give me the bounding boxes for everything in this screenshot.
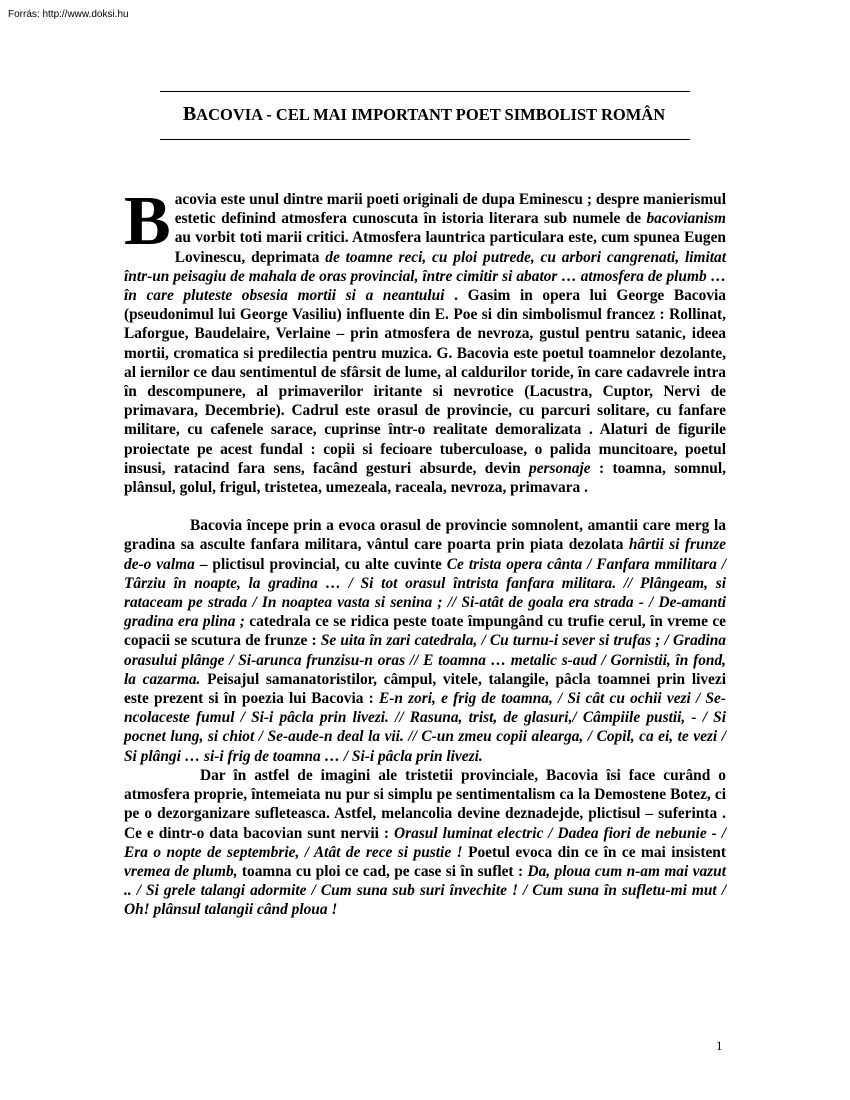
italic-run: Da, ploua cum n-am mai vazut .. / Si grele talangi adormite / Cum suna sub suri învechite ! / Cum suna în sufletu-mi mut / Oh! plânsul talangii când ploua ! [124,862,727,919]
text-run: Peisajul samanatoristilor, câmpul, vitele, talangile, pâcla toamnei prin livezi este prezent si în poezia lui Bacovia : [124,670,726,708]
italic-run: de toamne reci, cu ploi putrede, cu arbori cangrenati, limitat într-un peisagiu de mahala de oras provincial, între cimitir si abator … atmosfera de plumb … în care pluteste obsesia mortii si a neantului [124,248,727,305]
italic-run: bacovianism [646,210,726,228]
text-run: toamna cu ploi ce cad, pe case si în suflet : [237,862,528,880]
title-rule-top [160,91,690,92]
italic-run: Orasul luminat electric / Dadea fiori de nebunie - / Era o nopte de septembrie, / Atât de rece si pustie ! [124,824,726,861]
page-number: 1 [716,1038,723,1053]
text-run: : toamna, somnul, plânsul, golul, frigul, tristetea, umezeala, raceala, nevroza, primavara . [124,459,726,497]
source-label: Forrás: http://www.doksi.hu [8,9,129,20]
italic-run: Se uita în zari catedrala, / Cu turnu-i sever si trufas ; / Gradina orasului plânge / Si-arunca frunzisu-n oras // E toamna … metalic s-aud / Gornistii, în fond, la cazarma. [124,632,726,688]
italic-run: hârtii si frunze de-o valma [124,536,726,573]
paragraph-1 [124,183,727,497]
title-text: ACOVIA - CEL MAI IMPORTANT POET SIMBOLIST ROMÂN [196,105,666,124]
text-run: Poetul evoca din ce în ce mai insistent [462,843,726,861]
italic-run: vremea de plumb, [124,862,238,880]
drop-cap: B [124,183,171,260]
italic-run: E-n zori, e frig de toamna, / Si cât cu ochii vezi / Se-ncolaceste fumul / Si-i pâcla prin livezi. // Rasuna, trist, de glasuri,/ Câmpiile pustii, - / Si pocnet lung, si chiot / Se-aude-n deal la vii. // C-un zmeu copii alearga, / Copil, ca ei, te vezi / Si plângi … si-i frig de toamna … / Si-i pâcla prin livezi. [124,690,726,765]
text-run: au vorbit toti marii critici. Atmosfera launtrica particulara este, cum spunea Eugen Lovinescu, deprimata [174,229,726,266]
title-rule-bottom [160,139,690,140]
paragraph-2 [124,516,726,766]
text-run: Bacovia începe prin a evoca orasul de provincie somnolent, amantii care merg la gradina sa asculte fanfara militara, vântul care poarta prin piata dezolata [124,517,726,554]
document-title [124,103,724,126]
text-run: . Gasim in opera lui George Bacovia (pseudonimul lui George Vasiliu) influente din E. Poe si din simbolismul francez : Rollinat, Laforgue, Baudelaire, Verlaine – prin atmosfera de nevroza, gustul pentru satanic, ideea mortii, cromatica si predilectia pentru muzica. G. Bacovia este poetul toamnelor dezolante, al iernilor ce dau sentimentul de sfârsit de lume, al caldurilor toride, în care cadavrele intra în descompunere, al primaverilor iritante si nevrotice (Lacustra, Cuptor, Nervi de primavara, Decembrie). Cadrul este orasul de provincie, cu parcuri solitare, cu fanfare militare, cu cafenele sarace, cuprinse într-o realitate demoralizata . Alaturi de figurile proiectate pe acest fundal : copii si fecioare tuberculoase, o palida muncitoare, poetul insusi, ratacind fara sens, facând gesturi absurde, devin [124,287,727,477]
title-initial: B [182,103,197,125]
text-run: catedrala ce se ridica peste toate împungând cu trufie cerul, în vreme ce copacii se scutura de frunze : [124,613,726,650]
italic-run: personaje [529,459,591,477]
text-run: Dar în astfel de imagini ale tristetii provinciale, Bacovia îsi face curând o atmosfera proprie, întemeiata nu pur si simplu pe sentimentalism ca la Demostene Botez, ci pe o dezorganizare sufleteasca. Astfel, melancolia devine deznadejde, plictisul – suferinta . Ce e dintr-o data bacovian sunt nervii : [124,766,726,842]
body-text [124,183,727,920]
italic-run: Ce trista opera cânta / Fanfara mmilitara / Târziu în noapte, la gradina … / Si tot orasul întrista fanfara militara. // Plângeam, si rataceam pe strada / In noaptea vasta si senina ; // Si-atât de goala era strada - / De-amanti gradina era plina ; [124,555,726,631]
text-run: acovia este unul dintre marii poeti originali de dupa Eminescu ; despre manierismul estetic definind atmosfera cunoscuta în istoria literara sub numele de [174,191,726,228]
paragraph-3 [124,766,726,920]
text-run: – plictisul provincial, cu alte cuvinte [194,555,447,573]
